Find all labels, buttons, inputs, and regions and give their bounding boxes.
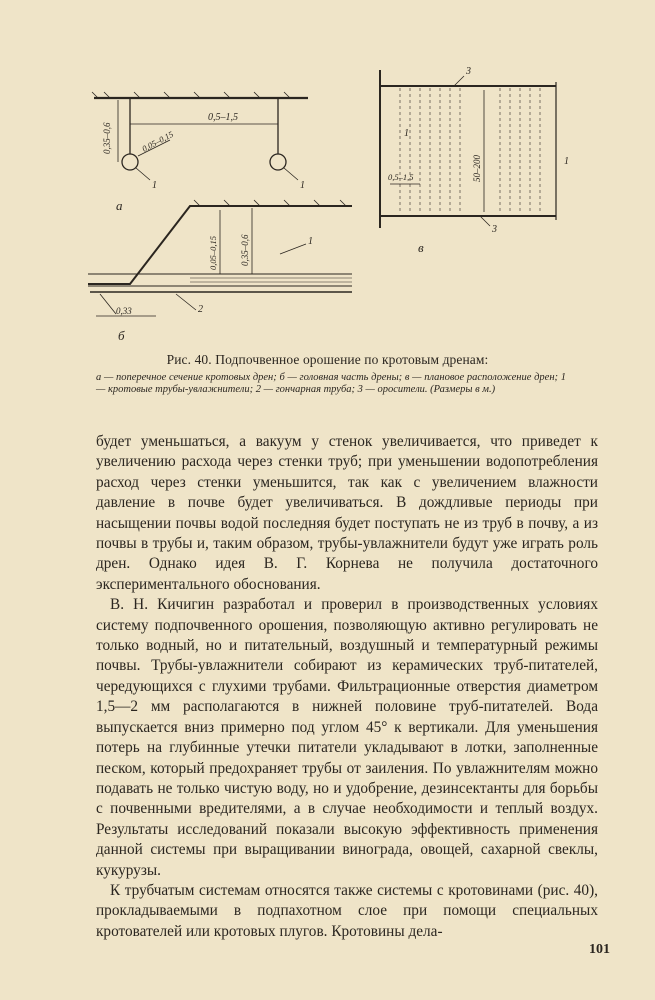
b-leader-2	[176, 294, 196, 310]
v-ref-3-top: 3	[466, 66, 471, 77]
a-panel-label: а	[116, 198, 123, 213]
v-panel-label: в	[418, 240, 424, 255]
b-leader-1	[280, 244, 306, 254]
v-drain-lines	[400, 88, 540, 214]
paragraph-2: В. Н. Кичигин разработал и проверил в производственных условиях систему подпочвенного орошения, позволяющую активно регулировать не только водный, но и питательный, воздушный и температурный режимы почвы. Трубы-увлажнители собирают из керамических труб-питателей, чередующихся с глухими трубами. Фильтрационные отверстия диаметром 1,5—2 мм располагаются в нижней половине труб-питателей. Вода выпускается вниз примерно под углом 45° к вертикали. Для уменьшения потерь на глубинные утечки питатели укладывают в лотки, заполненные песком, который предохраняет трубы от заиления. По увлажнителям можно подавать не только чистую воду, но и удобрение, дезинсектанты для борьбы с почвенными вредителями, а в случае необходимости и теплый воздух. Результаты исследований показали высокую эффективность применения данной системы при выращивании винограда, овощей, сахарной свеклы, кукурузы.	[96, 596, 598, 879]
v-ref-1-right: 1	[564, 156, 569, 167]
figure-caption-legend: а — поперечное сечение кротовых дрен; б — головная часть дрены; в — плановое расположение дрен; 1 — кротовые трубы-увлажнители; 2 — гончарная труба; 3 — оросители. (Размеры в м.)	[96, 372, 566, 395]
b-water-lines	[190, 278, 352, 282]
paragraph-1: будет уменьшаться, а вакуум у стенок увеличивается, что приведет к увеличению расхода через стенки труб; при уменьшении водопотребления расход через стенки уменьшится, так как с увеличением влажности давление в почве будет увеличиваться. В дождливые периоды при насыщении почвы водой последняя будет поступать не из труб в почву, а из почвы в трубы и, таким образом, трубы-увлажнители будут уже играть роль дрен. Однако идея В. Г. Корнева не получила достаточного экспериментального обоснования.	[96, 433, 598, 593]
v-ref-3-bottom: 3	[492, 224, 497, 235]
v-leader-3-top	[454, 76, 464, 86]
b-dim-depth: 0,35–0,6	[240, 234, 250, 266]
b-hatch-leader	[100, 294, 116, 314]
v-dim-spacing: 0,5–1,5	[388, 172, 414, 182]
a-mole-pipe-left	[122, 154, 138, 170]
v-leader-3-bottom	[480, 216, 490, 226]
b-ref-1: 1	[308, 236, 313, 247]
figure-drawing	[80, 64, 580, 354]
a-ref-1-right: 1	[300, 180, 305, 191]
a-leader-1-left	[136, 168, 150, 180]
b-dim-len: 0,33	[116, 306, 132, 316]
figure-caption-title: Рис. 40. Подпочвенное орошение по кротовым дренам:	[166, 352, 489, 367]
b-dim-diam: 0,05–0,15	[208, 236, 218, 270]
body-text	[96, 432, 598, 942]
a-dim-top: 0,5–1,5	[208, 112, 238, 123]
figure-40	[80, 64, 580, 354]
a-dim-depth: 0,35–0,6	[102, 122, 112, 154]
v-dim-len: 50–200	[472, 155, 482, 182]
a-ref-1-left: 1	[152, 180, 157, 191]
b-panel-label: б	[118, 328, 125, 343]
b-ref-2: 2	[198, 304, 203, 315]
a-dim-diam: 0,05–0,15	[140, 128, 175, 154]
v-ref-1-left: 1	[404, 128, 409, 139]
page-number: 101	[589, 942, 610, 957]
a-leader-1-right	[284, 168, 298, 180]
a-mole-pipe-right	[270, 154, 286, 170]
paragraph-3: К трубчатым системам относятся также системы с кротовинами (рис. 40), прокладываемыми в подпахотном слое при помощи специальных кротователей или кротовых плугов. Кротовины дела-	[96, 881, 598, 940]
